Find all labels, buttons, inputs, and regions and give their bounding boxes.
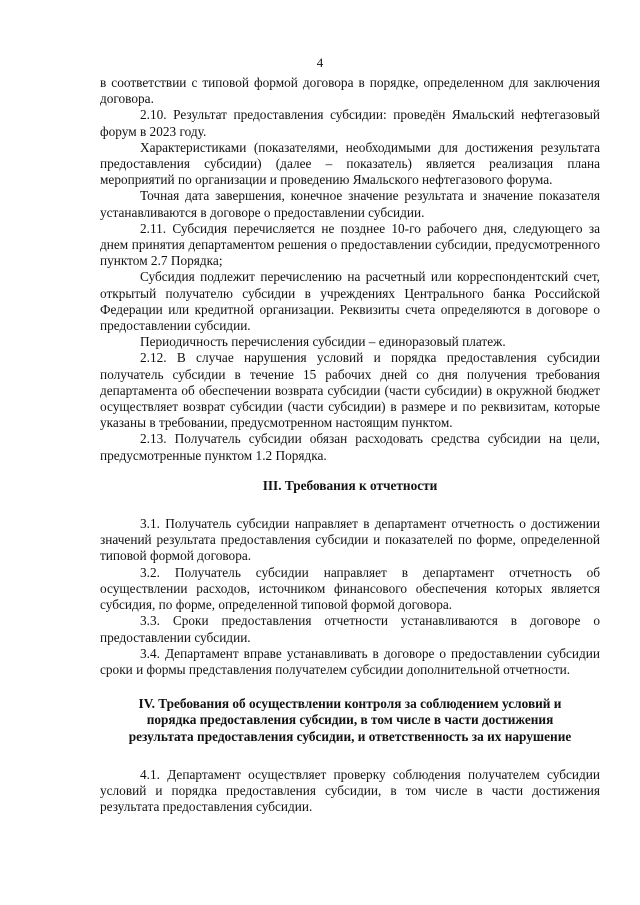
paragraph: Характеристиками (показателями, необходимыми для достижения результата предоставления субсидии) (далее – показатель) является реализация плана мероприятий по организации и проведению Ямальского нефтегазового форума. — [100, 139, 600, 188]
document-body — [100, 75, 600, 815]
section-4-heading-line: порядка предоставления субсидии, в том числе в части достижения — [146, 712, 554, 728]
section-4-heading — [100, 696, 600, 745]
paragraph: 3.1. Получатель субсидии направляет в департамент отчетность о достижении значений результата предоставления субсидии и показателей по форме, определенной типовой формой договора. — [100, 516, 600, 564]
paragraph: 2.11. Субсидия перечисляется не позднее 10-го рабочего дня, следующего за днем принятия департаментом решения о предоставлении субсидии, предусмотренного пунктом 2.7 Порядка; — [100, 220, 600, 269]
paragraph: 2.10. Результат предоставления субсидии: проведён Ямальский нефтегазовый форум в 2023 году. — [100, 107, 600, 139]
section-4-heading-line: IV. Требования об осуществлении контроля за соблюдением условий и — [138, 696, 562, 712]
paragraph: 3.4. Департамент вправе устанавливать в договоре о предоставлении субсидии сроки и формы представления получателем субсидии дополнительной отчетности. — [100, 645, 600, 677]
paragraph: 2.12. В случае нарушения условий и порядка предоставления субсидии получатель субсидии в течение 15 рабочих дней со дня получения требования департамента об обеспечении возврата субсидии (части субсидии) в окружной бюджет осуществляет возврат субсидии (части субсидии) в размере и по реквизитам, которые указаны в требовании, предусмотренном настоящим пунктом. — [100, 350, 600, 431]
paragraph: 3.2. Получатель субсидии направляет в департамент отчетность об осуществлении расходов, источником финансового обеспечения которых является субсидия, по форме, определенной типовой формой договора. — [100, 564, 600, 613]
paragraph: Субсидия подлежит перечислению на расчетный или корреспондентский счет, открытый получателю субсидии в учреждениях Центрального банка Российской Федерации или кредитной организации. Реквизиты счета определяются в договоре о предоставлении субсидии. — [100, 269, 600, 334]
paragraph: 2.13. Получатель субсидии обязан расходовать средства субсидии на цели, предусмотренные пунктом 1.2 Порядка. — [100, 431, 600, 463]
paragraph: 3.3. Сроки предоставления отчетности устанавливаются в договоре о предоставлении субсидии. — [100, 613, 600, 645]
page-number: 4 — [316, 55, 324, 70]
paragraph: в соответствии с типовой формой договора в порядке, определенном для заключения договора. — [100, 75, 600, 107]
section-3-heading: III. Требования к отчетности — [262, 477, 438, 493]
section-4-heading-line: результата предоставления субсидии, и ответственность за их нарушение — [128, 728, 572, 744]
paragraph: Периодичность перечисления субсидии – единоразовый платеж. — [140, 334, 506, 350]
paragraph: Точная дата завершения, конечное значение результата и значение показателя устанавливаются в договоре о предоставлении субсидии. — [100, 188, 600, 220]
paragraph: 4.1. Департамент осуществляет проверку соблюдения получателем субсидии условий и порядка предоставления субсидии, в том числе в части достижения результата предоставления субсидии. — [100, 766, 600, 815]
